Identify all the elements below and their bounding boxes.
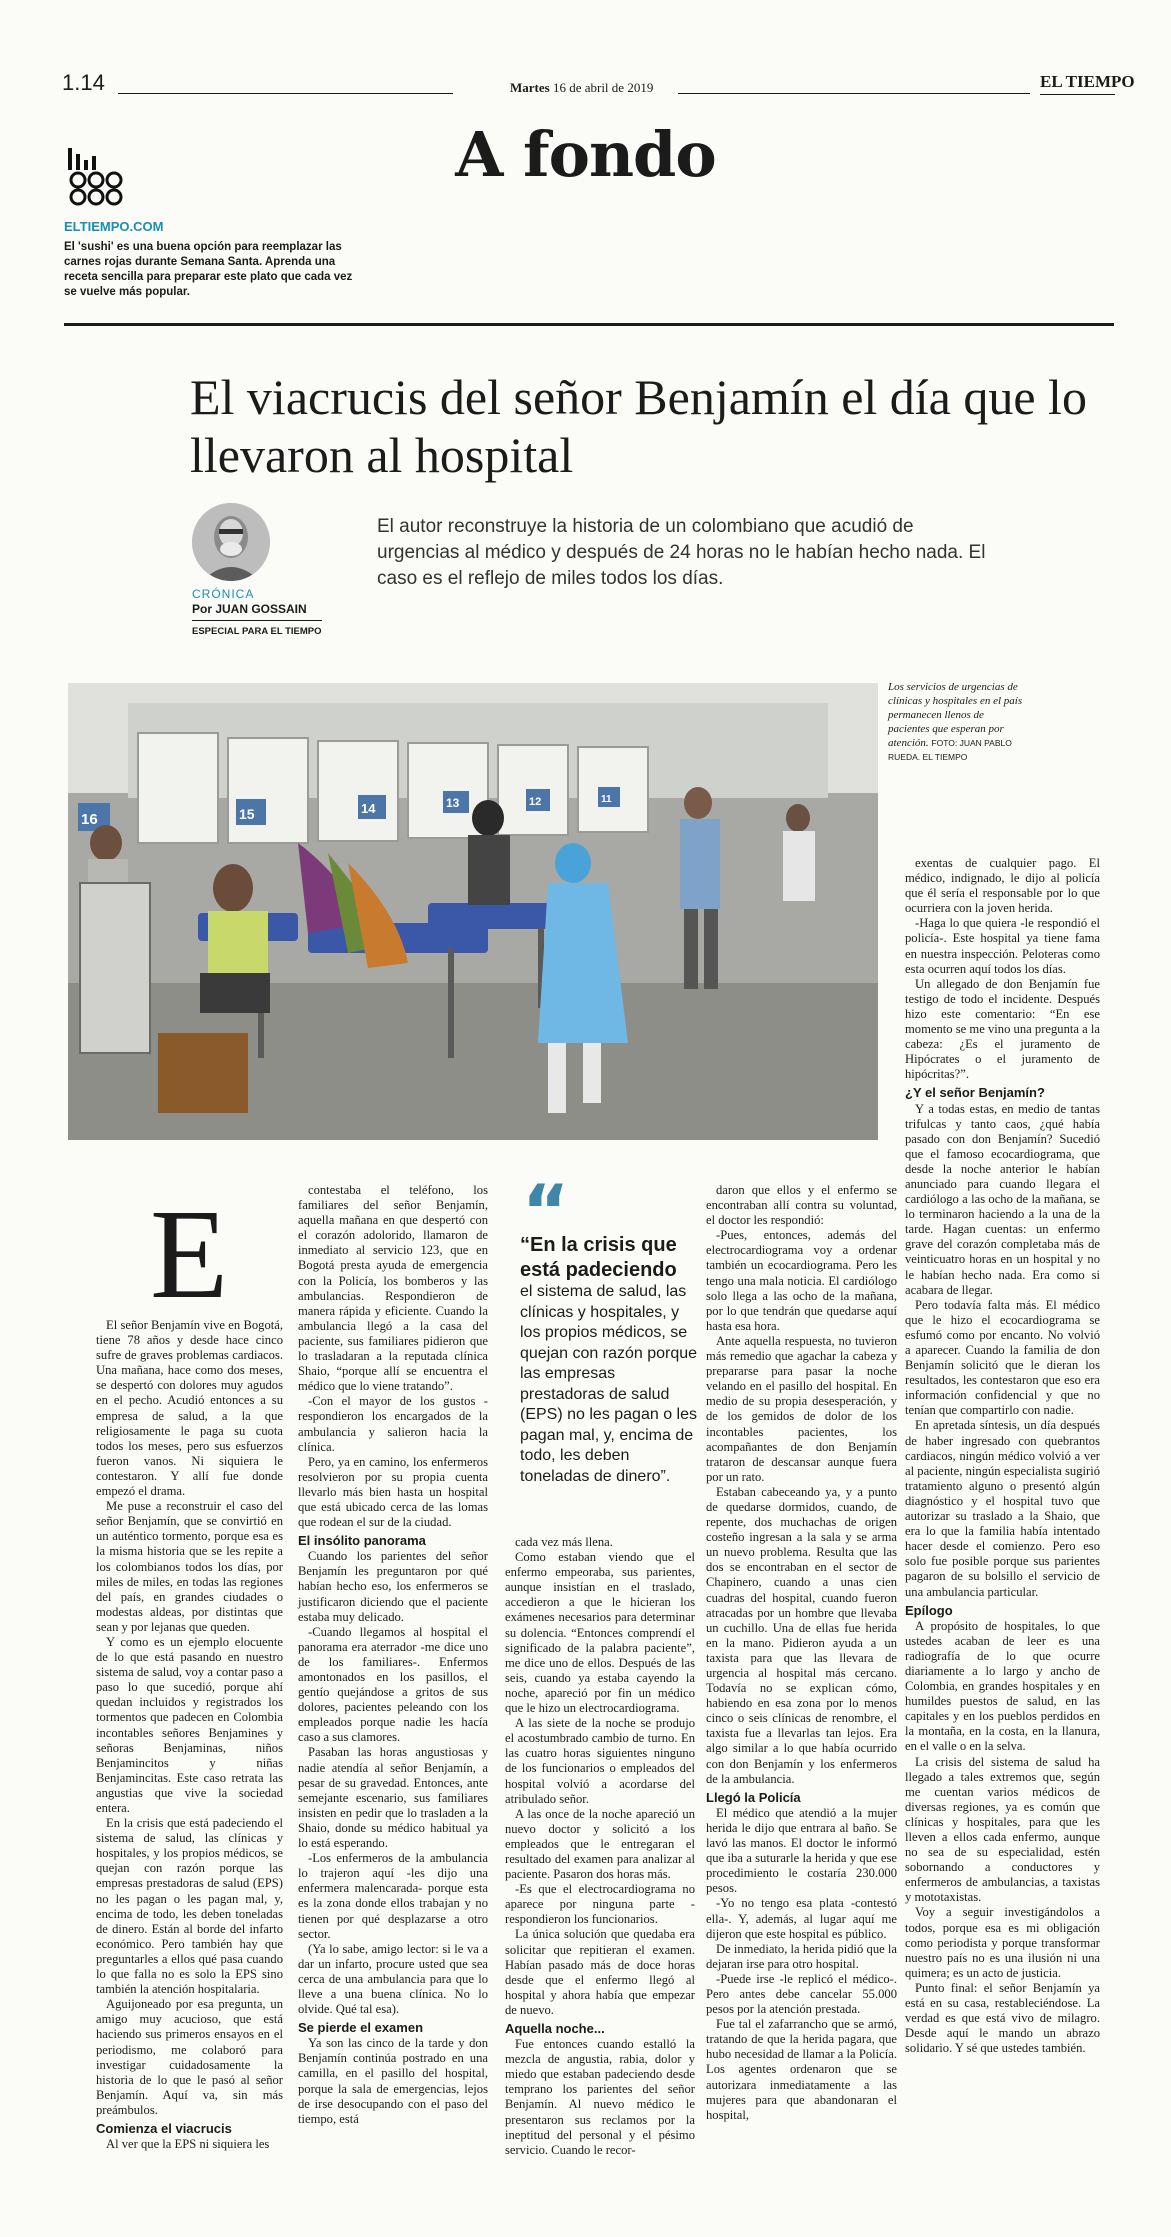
paragraph: -Con el mayor de los gustos -respondieron los encargados de la ambulancia y salieron hacia la clínica. [298, 1394, 488, 1454]
bed-number: 14 [361, 801, 376, 816]
paragraph: -Pues, entonces, además del electrocardiograma voy a ordenar también un ecocardiograma. Pero les tengo una mala noticia. El cardiólogo solo llega a las ocho de la mañana, por lo que tendrán que quedarse aquí hasta esa hora. [706, 1228, 897, 1333]
subheading: Comienza el viacrucis [96, 2120, 232, 2136]
paragraph: En apretada síntesis, un día después de haber ingresado con quebrantos cardiacos, ningún médico volvió a ver al paciente, ningún especialista sugirió tratamiento alguno o presentó algún diagnóstico y el hospital tuvo que autorizar su traslado a la Shaio, que era lo que la familia había intentado hacer desde el comienzo. Pero eso solo fue posible porque sus parientes pagaron de su bolsillo el servicio de una ambulancia particular. [905, 1418, 1100, 1599]
subheading: ¿Y el señor Benjamín? [905, 1085, 1045, 1101]
paragraph: El señor Benjamín vive en Bogotá, tiene 78 años y desde hace cinco sufre de graves problemas cardiacos. Una mañana, hace como dos meses, se despertó con dolores muy agudos en el pecho. Acudió entonces a su empresa de salud, a la que religiosamente le paga su cuota todos los meses, pero sus esfuerzos fueron vanos. Ni siquiera le contestaron. Y allí fue donde empezó el drama. [96, 1318, 283, 1499]
paragraph: Ya son las cinco de la tarde y don Benjamín continúa postrado en una camilla, en el pasillo del hospital, porque la sala de emergencias, lejos de irse desocupando con el paso del tiempo, está [298, 2036, 488, 2126]
article-deck: El autor reconstruye la historia de un colombiano que acudió de urgencias al médico y después de 24 horas no le habían hecho nada. El caso es el reflejo de miles todos los días. [377, 516, 986, 589]
paragraph: (Ya lo sabe, amigo lector: si le va a dar un infarto, procure usted que sea cerca de una ambulancia para que lo lleve a una buena clínica. No lo olvide. Qué tal esa). [298, 1941, 488, 2017]
paragraph: Ante aquella respuesta, no tuvieron más remedio que agachar la cabeza y prepararse para pasar la noche velando en el pasillo del hospital. En medio de su propia desesperación, y de los gemidos de dolor de los incontables pacientes, los acompañantes de don Benjamín trataron de descansar aunque fuera por un rato. [706, 1333, 897, 1484]
photo-credit: FOTO: JUAN PABLO RUEDA. EL TIEMPO [888, 738, 1012, 762]
subheading: Llegó la Policía [706, 1789, 801, 1805]
section-label: CRÓNICA [192, 587, 255, 601]
paragraph: Pero, ya en camino, los enfermeros resolvieron por su propia cuenta llevarlo más bien hasta un hospital que está ubicado cerca de las lomas que rodean el sur de la ciudad. [298, 1454, 488, 1530]
bed-number: 15 [239, 806, 255, 822]
paragraph: La única solución que quedaba era solicitar que repitieran el examen. Habían pasado más de doce horas desde que el enfermo llegó al hospital y ahora había que empezar de nuevo. [505, 1927, 695, 2017]
paragraph: En la crisis que está padeciendo el sistema de salud, las clínicas y hospitales, y los propios médicos, se quejan con razón porque las empresas prestadoras de salud (EPS) no les pagan o les pagan mal, y, encima de todo, les deben toneladas de dinero. Están al borde del infarto económico. Pero también hay que preguntarles a ellos qué pasa cuando lo que falla no es solo la EPS sino también la atención hospitalaria. [96, 1816, 283, 1997]
paragraph: Al ver que la EPS ni siquiera les [106, 2137, 270, 2152]
byline-rule [192, 620, 322, 621]
date-rest: 16 de abril de 2019 [552, 80, 654, 95]
paragraph: Pero todavía falta más. El médico que le hizo el ecocardiograma se esfumó como por encanto. No volvió a aparecer. Cuando la familia de don Benjamín solicitó que le dieran los resultados, les contestaron que eso era información confidencial y que no tenían que compartirlo con nadie. [905, 1297, 1100, 1418]
article-column-3 [505, 1535, 695, 2158]
paragraph: Fue tal el zafarrancho que se armó, tratando de que la herida pagara, que hubo necesidad de llamar a la Policía. Los agentes ordenaron que se autorizara inmediatamente a las mujeres para que abandonaran el hospital, [706, 2017, 897, 2122]
bed-number: 13 [446, 796, 460, 810]
bed-number: 16 [81, 811, 98, 828]
author-avatar [192, 503, 270, 581]
paragraph: -Haga lo que quiera -le respondió el policía-. Este hospital ya tiene fama en nuestra inspección. Peloteras como esta ocurren aquí todos los días. [905, 916, 1100, 976]
paragraph: contestaba el teléfono, los familiares del señor Benjamín, aquella mañana en que despertó con el corazón adolorido, llamaron de inmediato al servicio 123, que en Bogotá presta ayuda de emergencia con la Policía, los bomberos y las ambulancias. Respondieron de manera rápida y eficiente. Cuando la ambulancia llegó a la casa del paciente, sus familiares pidieron que lo trasladaran a la reputada clínica Shaio, “porque allí se encuentra el médico que lo viene tratando”. [298, 1183, 488, 1394]
article-column-5 [905, 856, 1100, 2056]
header-rule-right [678, 93, 1030, 94]
author-credit: ESPECIAL PARA EL TIEMPO [192, 626, 322, 637]
section-title: A fondo [455, 118, 716, 191]
paragraph: Me puse a reconstruir el caso del señor Benjamín, que se convirtió en un auténtico tormento, porque esa es la misma historia que se les repite a los colombianos todos los días, por miles de miles, en todas las regiones del país, en grandes ciudades o modestas aldeas, por distintas que sean y por lejanas que queden. [96, 1499, 283, 1634]
subheading: El insólito panorama [298, 1533, 426, 1549]
date-line [510, 80, 653, 96]
paragraph: Y como es un ejemplo elocuente de lo que está pasando en nuestro sistema de salud, voy a contar paso a paso lo que sucedió, porque ahí quedan incluidos y registrados los tormentos que padecen en Colombia incontables señores Benjamines y señoras Benjaminas, niños Benjamincitos y niñas Benjamincitas. Este caso retrata las angustias que vive la sociedad entera. [96, 1634, 283, 1815]
paragraph: Estaban cabeceando ya, y a punto de quedarse dormidos, cuando, de repente, dos muchachas de origen costeño ingresan a la sala y se arma un nuevo problema. Resulta que las dos se encontraban en el sector de Chapinero, cuando a unas cien cuadras del hospital, cuando fueron atracadas por un hombre que llevaba un cuchillo. Una de ellas fue herida en la mano. Pidieron ayuda a un taxista para que las llevara de urgencia al hospital más cercano. Todavía no se explican cómo, habiendo en esa zona por lo menos cinco o seis clínicas de renombre, el taxista fue a llevarlas tan lejos. Era algo similar a lo que había ocurrido con don Benjamín y los enfermeros de la ambulancia. [706, 1484, 897, 1786]
pull-quote [520, 1233, 700, 1487]
paragraph: Fue entonces cuando estalló la mezcla de angustia, rabia, dolor y miedo que estaban padeciendo desde temprano los parientes del señor Benjamín. Al nuevo médico le presentaron sus reclamos por la ineptitud del personal y el pésimo servicio. Cuando le recor- [505, 2037, 695, 2157]
paragraph: Cuando los parientes del señor Benjamín les preguntaron por qué habían hecho eso, los enfermeros se justificaron diciendo que el paciente estaba muy delicado. [298, 1549, 488, 1624]
food-bowls-icon [66, 146, 132, 206]
paragraph: A propósito de hospitales, lo que ustedes acaban de leer es una radiografía de lo que ocurre diariamente a lo largo y ancho de Colombia, en grandes hospitales y en humildes puestos de salud, en las capitales y en los pueblos perdidos en la montaña, en la costa, en la llanura, en el valle o en la selva. [905, 1618, 1100, 1754]
photo-caption [888, 680, 1028, 764]
paragraph: Como estaban viendo que el enfermo empeoraba, sus parientes, aunque insistían en el traslado, accedieron a que le hicieran los exámenes necesarios para determinar su dolencia. “Entonces comprendí el significado de la palabra paciente”, me dice uno de ellos. Después de las seis, cuando ya estaba cayendo la noche, apareció por fin un médico que le hizo un electrocardiograma. [505, 1550, 695, 1716]
bed-number: 11 [601, 794, 612, 805]
paragraph: Y a todas estas, en medio de tantas trifulcas y tanto caos, ¿qué había pasado con don Benjamín? Sucedió que el famoso ecocardiograma, que desde la noche anterior le habían anunciado para cuando llegara el cardiólogo a las ocho de la mañana, se lo terminaron haciendo a la una de la tarde. Hagan cuentas: un enfermo grave del corazón completaba más de veinticuatro horas en un hospital y no le habían hecho nada. Era como si acabara de llegar. [905, 1101, 1100, 1297]
subheading: Se pierde el examen [298, 2020, 424, 2036]
bed-number: 12 [529, 796, 542, 808]
paragraph: Voy a seguir investigándolos a todos, porque esa es mi obligación como periodista y porque transformar nuestro país no es una ilusión ni una quimera; es un acto de justicia. [905, 1905, 1100, 1980]
pull-quote-lead: “En la crisis que está padeciendo [520, 1234, 677, 1281]
pull-quote-text: el sistema de salud, las clínicas y hospitales, y los propios médicos, se quejan con razón porque las empresas prestadoras de salud (EPS) no les pagan o les pagan mal, y, encima de todo, les deben toneladas de dinero”. [520, 1283, 698, 1485]
promo-text: El 'sushi' es una buena opción para reemplazar las carnes rojas durante Semana Santa. Aprenda una receta sencilla para preparar este plato que cada vez se vuelve más popular. [64, 241, 353, 298]
paragraph: Pasaban las horas angustiosas y nadie atendía al señor Benjamín, a pesar de su gravedad. Entonces, ante semejante escenario, sus familiares insisten en pedir que lo trasladen a la Shaio, donde su médico habitual ya lo está esperando. [298, 1745, 488, 1851]
headline: El viacrucis del señor Benjamín el día que lo llevaron al hospital [190, 369, 1087, 483]
promo-site-link[interactable]: ELTIEMPO.COM [64, 219, 164, 234]
header-rule-left [118, 93, 453, 94]
byline: Por JUAN GOSSAIN [192, 602, 307, 616]
paragraph: exentas de cualquier pago. El médico, indignado, le dijo al policía que él sería el responsable por lo que ocurriera con la joven herida. [905, 856, 1100, 916]
subheading: Epílogo [905, 1602, 953, 1618]
brand-underline [1040, 94, 1115, 95]
brand-logo: EL TIEMPO [1040, 72, 1135, 91]
paragraph: Aguijoneado por esa pregunta, un amigo muy acucioso, que está haciendo sus primeros ensayos en el periodismo, me colaboró para investigar cuidadosamente la historia de lo que le pasó al señor Benjamín. Aquí va, sin más preámbulos. [96, 1997, 283, 2117]
paragraph: cada vez más llena. [515, 1535, 613, 1549]
paragraph: -Cuando llegamos al hospital el panorama era aterrador -me dice uno de los familiares-. Enfermos amontonados en los pasillos, el gentío quejándose a gritos de sus dolores, pacientes peleando con los empleados porque nadie les hacía caso a sus clamores. [298, 1624, 488, 1745]
paragraph: La crisis del sistema de salud ha llegado a tales extremos que, según me cuentan varios médicos de diversas regiones, ya es común que clínicas y hospitales, para que les lleven a ellos cada enfermo, aunque no sea de su especialidad, estén sobornando a conductores y enfermeros de ambulancias, a taxistas y mototaxistas. [905, 1754, 1100, 1905]
date-day: Martes [510, 80, 550, 95]
photo-caption-text: Los servicios de urgencias de clínicas y hospitales en el país permanecen llenos de pacientes que esperan por atención. [888, 681, 1023, 749]
quote-mark-icon: “ [522, 1169, 570, 1253]
subheading: Aquella noche... [505, 2021, 605, 2036]
paragraph: A las once de la noche apareció un nuevo doctor y solicitó a los empleados que le entregaran el resultado del examen para analizar al paciente. Pasaron dos horas más. [505, 1806, 695, 1882]
paragraph: -Puede irse -le replicó el médico-. Pero antes debe cancelar 55.000 pesos por la atención prestada. [706, 1971, 897, 2017]
hospital-ward-photo [68, 683, 878, 1140]
paragraph: daron que ellos y el enfermo se encontraban allí contra su voluntad, el doctor les respondió: [706, 1183, 897, 1228]
article-column-2 [298, 1183, 488, 2127]
article-column-4 [706, 1183, 897, 2123]
paragraph: -Es que el electrocardiograma no aparece por ninguna parte -respondieron los funcionarios. [505, 1882, 695, 1927]
paragraph: Un allegado de don Benjamín fue testigo de todo el incidente. Después hizo este comentario: “En ese momento se me vino una pregunta a la cabeza: ¿Es el juramento de Hipócrates o el juramento de hipócritas?”. [905, 976, 1100, 1082]
paragraph: El médico que atendió a la mujer herida le dijo que entrara al baño. Se lavó las manos. El doctor le informó que iba a suturarle la herida y que ese procedimiento le costaría 230.000 pesos. [706, 1805, 897, 1896]
paragraph: A las siete de la noche se produjo el acostumbrado cambio de turno. En las cuatro horas siguientes ninguno de los funcionarios o empleados del hospital volvió a acordarse del atribulado señor. [505, 1716, 695, 1806]
drop-cap: E [150, 1183, 229, 1325]
section-divider [64, 323, 1114, 326]
paragraph: Punto final: el señor Benjamín ya está en su casa, restableciéndose. La verdad es que está vivo de milagro. Desde aquí le mando un abrazo solidario. Y sé que ustedes también. [905, 1980, 1100, 2056]
paragraph: -Los enfermeros de la ambulancia lo trajeron aquí -les dijo una enfermera malencarada- porque esta es la zona donde ellos trabajan y no tienen por qué desplazarse a otro sector. [298, 1851, 488, 1941]
paragraph: -Yo no tengo esa plata -contestó ella-. Y, además, al lugar aquí me dijeron que este hospital es público. [706, 1896, 897, 1941]
page-number: 1.14 [62, 70, 105, 95]
article-column-1 [96, 1318, 283, 2152]
paragraph: De inmediato, la herida pidió que la dejaran irse para otro hospital. [706, 1941, 897, 1971]
